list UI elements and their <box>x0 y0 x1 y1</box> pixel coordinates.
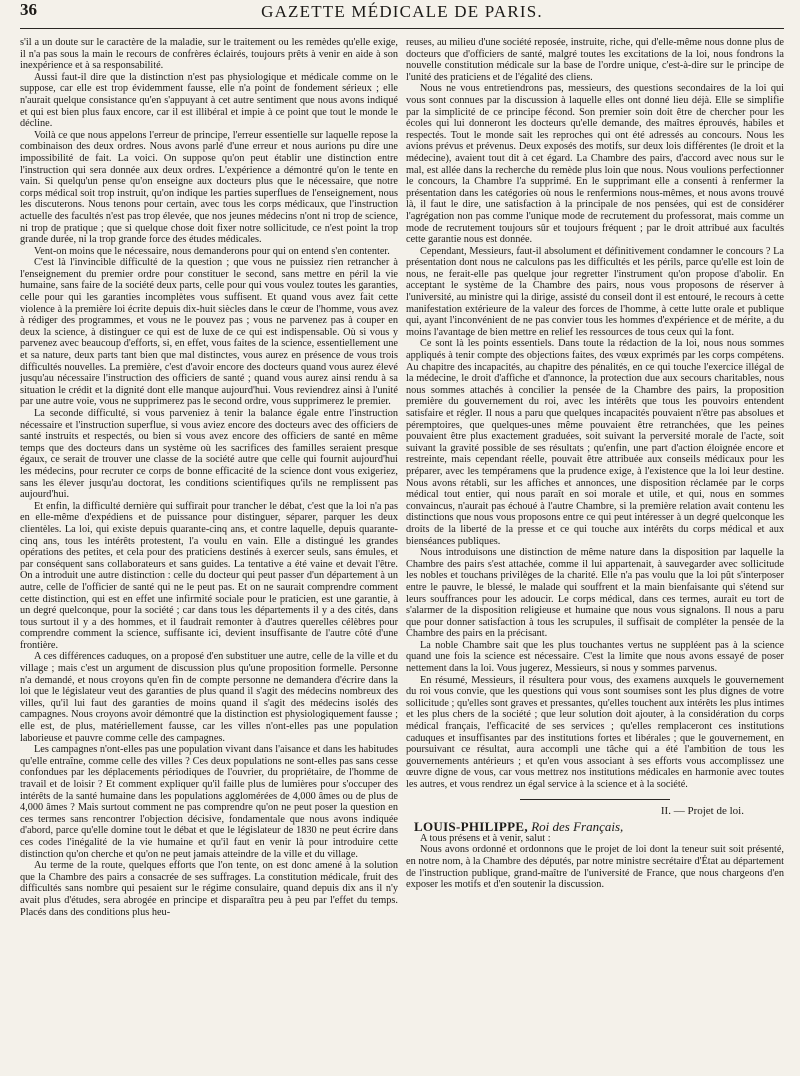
section-heading-text: II. — Projet de loi. <box>660 804 744 817</box>
paragraph: La noble Chambre sait que les plus touchantes vertus ne suppléent pas à la science quand une fois la science est nécessaire. C'est la limite que nous avons essayé de poser nettement dans la loi. Vous jugerez, Messieurs, si nous y sommes parvenus. <box>406 639 784 675</box>
paragraph: Voilà ce que nous appelons l'erreur de principe, l'erreur essentielle sur laquelle repose la combinaison des deux ordres. Nous avons parlé d'une erreur et nous aurions pu dire une impossibilité de fait. La voici. On suppose qu'on peut établir une distinction entre l'instruction qui sera donnée aux deux ordres. L'expérience a démontré qu'on le tente en vain. Si quelqu'un pense qu'on enseigne aux docteurs plus que le nécessaire, que notre corps médical soit trop instruit, qu'on indique les parties superflues de l'enseignement, nous les discuterons. Nous tenons pour certain, avec tous les corps médicaux, que l'instruction actuelle des facultés n'est pas trop élevée, que nos jeunes médecins n'ont ni trop de science, ni trop de pratique ; que si quelque chose doit fixer notre sollicitude, ce n'est point la trop grande durée, ni la trop grande force des études médicales. <box>20 129 398 246</box>
paragraph: s'il a un doute sur le caractère de la maladie, sur le traitement ou les remèdes qu'elle exige, il n'a pas sous la main le recours de confrères éclairés, toujours prêts à venir en aide à son inexpérience et à sa responsabilité. <box>20 37 398 72</box>
paragraph: Ce sont là les points essentiels. Dans toute la rédaction de la loi, nous nous sommes appliqués à tenir compte des objections faites, des vœux exprimés par les corps compétens. Au chapitre des incapacités, au chapitre des pénalités, en ce qui touche l'exercice illégal de la médecine, le droit d'affiche et d'annonce, la protection due aux secours charitables, nous nous sommes attachés à concilier la pensée de la Chambre des pairs, la proposition première du gouvernement du roi, avec les intérêts que tous les pouvoirs entendent satisfaire et régler. Il nous a paru que quelques incapacités pouvaient n'être pas absolues et péremptoires, que quelques-unes même pouvaient être retranchées, que les peines pouvaient être plus exactement graduées, soit suivant la perversité morale de l'acte, soit suivant la gravité possible de ses résultats ; qu'enfin, une part d'action éloignée encore et restreinte, mais cependant réelle, pouvait être attribuée aux conseils médicaux pour les préparer, avec les tempéramens que la prudence exige, à l'existence que la loi leur destine. Nous avons rétabli, sur les affiches et annonces, une disposition réclamée par le corps médical tout entier, qui nous paraît en soi morale et utile, et qui, nous en sommes convaincus, n'aurait pas échoué à l'autre Chambre, si la première relation avait contenu les distinctions que nous vous proposons entre ce qui peut intéresser à un degré quelconque les droits de la liberté de la presse et ce qui touche aux intérêts du corps médical et aux bienséances publiques. <box>406 338 784 547</box>
paragraph: A ces différences caduques, on a proposé d'en substituer une autre, celle de la ville et du village ; mais c'est un argument de discussion plus qu'une proposition formelle. Personne n'a demandé, et nous croyons qu'en fin de compte personne ne demandera d'écrire dans la loi que le législateur veut des garanties de plus quand il s'agit des médecins nombreux des villes, qu'il lui faut des garanties de moins quand il s'agit des médecins isolés des campagnes. Nous croyons avoir démontré que la distinction est physiologiquement fausse ; elle est, de plus, matériellement fausse, car les villes n'ont-elles pas une population laborieuse et pauvre comme celle des campagnes. <box>20 651 398 744</box>
right-column <box>406 37 784 1067</box>
salutation: A tous présens et à venir, salut : <box>420 832 551 844</box>
paragraph: C'est là l'invincible difficulté de la question ; que vous ne puissiez rien retrancher à l'enseignement du premier ordre pour constituer le second, sans mettre en péril la vie humaine, sans faire de la société deux parts, celle pour qui vous voulez toutes les garanties, celle pour qui les garanties incomplètes vous suffisent. Et quand vous avez fait cette violence à la première loi écrite depuis dix-huit siècles dans le cœur de l'homme, vous avez à rédiger des programmes, et vous ne le pouvez pas ; vous ne parvenez pas à couper en deux la science, à distinguer ce qui est de luxe de ce qui est indispensable. Où si vous y parvenez avec beaucoup d'efforts, si, en effet, vous faites de la science, essentiellement une et sa nature, deux parts tant bien que mal distinctes, vous aurez en présence de vous trois difficultés nouvelles. La première, c'est d'avoir encore des docteurs quand vous aurez élevé jusqu'au nécessaire l'instruction des officiers de santé ; quand vous aurez ainsi rendu à sa situation le crédit et la dignité dont elle manque aujourd'hui. Vous reviendrez ainsi à l'unité par une autre voie, vous ne supprimerez pas le second ordre, vous supprimerez le premier. <box>20 257 398 408</box>
paragraph: Nous avons ordonné et ordonnons que le projet de loi dont la teneur suit soit présenté, en notre nom, à la Chambre des députés, par notre ministre secrétaire d'État au département de l'instruction publique, grand-maître de l'université de France, que nous chargeons d'en exposer les motifs et d'en soutenir la discussion. <box>406 844 784 891</box>
paragraph: En résumé, Messieurs, il résultera pour vous, des examens auxquels le gouvernement du roi vous convie, que les questions qui vous sont soumises sont les plus dignes de votre sollicitude ; qu'elles sont graves et pressantes, qu'elles touchent aux intérêts les plus intimes et les plus chers de la société ; que leur solution doit ajouter, à la considération du corps médical français, l'efficacité de ses services ; qu'elles remplaceront ces institutions caduques et insuffisantes par des institutions fortes et libérales ; que le gouvernement, en poursuivant ce résultat, aura accompli une tâche qui a été l'ambition de tous les gouvernements antérieurs ; et qu'en vous associant à ses efforts vous accomplissez une œuvre digne de vous, car vous mettrez nos institutions médicales en harmonie avec toutes les autres, et vous rendrez un égal service à la science et à la société. <box>406 674 784 790</box>
journal-title: GAZETTE MÉDICALE DE PARIS. <box>261 2 543 21</box>
paragraph: Nous introduisons une distinction de même nature dans la disposition par laquelle la Chambre des pairs s'est attachée, comme il lui appartenait, à sauvegarder avec sollicitude les nobles et touchans privilèges de la charité. Elle n'a pas voulu que la loi pût s'interposer entre le pauvre, le blessé, le malade qui souffrent et la main bienfaisante qui s'étend sur leurs souffrances pour les adoucir. Le corps médical, dans ces termes, aurait eu tort de s'alarmer de la disposition religieuse et humaine que nous vous signalons. Il nous a paru que pour donner satisfaction à tous les scrupules, il suffisait de compléter la pensée de la Chambre des pairs en la précisant. <box>406 547 784 640</box>
text-columns <box>20 37 784 1067</box>
paragraph: Les campagnes n'ont-elles pas une population vivant dans l'aisance et dans les habitudes qu'elle entraîne, comme celle des villes ? Ces deux populations ne sont-elles pas sans cesse confondues par les déplacements périodiques de l'ouvrier, du propriétaire, de l'homme de travail et de loisir ? Et comment expliquer qu'il faille plus de lumières pour s'occuper des intérêts de la santé humaine dans les populations agglomérées de 4,000 âmes ou de plus de 4,000 âmes ? Mais surtout comment ne pas comprendre qu'on ne peut poser la question en ces termes sans rencontrer l'objection décisive, fondamentale que nous avons indiquée d'abord, parce qu'elle domine tout le débat et que le législateur de 1830 ne peut écrire dans ces codes l'inégalité de la vie humaine et qu'il faut en venir là pour introduire cette distinction qu'on cherche et qu'on ne peut jamais atteindre de la ville et du village. <box>20 744 398 860</box>
page-header <box>20 0 784 29</box>
paragraph: Aussi faut-il dire que la distinction n'est pas physiologique et médicale comme on le suppose, car elle est trop évidemment fausse, elle n'a point de fondement sérieux ; elle n'aurait quelque consistance qu'en s'appuyant à cet autre sentiment que nous avons indiqué et qui est bien plus faux encore, car il est illibéral et impie à ce point que tout le monde le décline. <box>20 71 398 130</box>
paragraph: Nous ne vous entretiendrons pas, messieurs, des questions secondaires de la loi qui vous sont connues par la discussion à laquelle elles ont donné lieu déjà. Elle se simplifie par la simplicité de ce principe fécond. Son premier soin doit être de chercher pour les écoles qui lui donneront les docteurs qu'elle demande, des maîtres éprouvés, habiles et respectés. Tout le monde sait les reproches qui ont été adressés au concours. Nous les avions prévus et prévenus. Deux exposés des motifs, sur deux lois différentes (le droit et la médecine), avaient tout dit à cet égard. La Chambre des pairs, d'accord avec nous sur le mal, est allée dans la recherche du remède plus loin que nous. Nous voulions perfectionner le concours, la Chambre l'a supprimé. En le supprimant elle a consenti à renfermer la présentation dans les catégories où nous le renfermions nous-mêmes, et nous avons trouvé là, il faut le dire, une satisfaction à la principale de nos pensées, qui est de considérer l'agrégation non pas comme l'unique mode de recrutement du professorat, mais comme un mode de recrutement toujours sûr et toujours fréquent ; par le droit attribué aux facultés cette garantie nous est donnée. <box>406 83 784 246</box>
paragraph: reuses, au milieu d'une société reposée, instruite, riche, qui d'elle-même nous donne plus de docteurs que d'officiers de santé, malgré toutes les excitations de la loi, nous fondrons la nouvelle constitution médicale sur la base de l'ordre unique, c'est-à-dire sur le principe de l'unité des praticiens et de l'égalité des cliens. <box>406 37 784 83</box>
section-heading <box>406 806 784 818</box>
page-number: 36 <box>20 0 37 19</box>
paragraph: Vent-on moins que le nécessaire, nous demanderons pour qui on entend s'en contenter. <box>34 245 390 257</box>
left-column <box>20 37 398 1067</box>
section-divider <box>520 799 670 800</box>
king-title: Roi des Français, <box>531 819 624 835</box>
paragraph: Cependant, Messieurs, faut-il absolument et définitivement condamner le concours ? La présentation dont nous ne calculons pas les difficultés et les périls, parce qu'elle est loin de nous, ne ferait-elle pas quelque jour regretter l'instrument qu'on propose d'abolir. En acceptant le système de la Chambre des pairs, nous vous proposons de réserver à l'université, au ministre qui la dirige, assisté du conseil dont il est entouré, le recours à cette manifestation extérieure de la valeur des forces de l'homme, à cette lutte orale et publique qui, ayant l'inconvénient de ne pas convier tous les hommes d'expérience et de mérite, a du moins l'avantage de bien mettre en relief les ressources de tous ceux qui la font. <box>406 245 784 338</box>
king-name: LOUIS-PHILIPPE, <box>414 819 528 835</box>
royal-title <box>406 821 784 833</box>
paragraph: Et enfin, la difficulté dernière qui suffirait pour trancher le débat, c'est que la loi n'a pas en elle-même d'expédiens et de puissance pour distinguer, séparer, parquer les deux clientèles. La loi, qui existe depuis quarante-cinq ans, et contre laquelle, depuis quarante-cinq ans, tous les intérêts protestent, l'a voulu en vain. Elle a distingué les grandes opérations des petites, et cela pour des praticiens destinés à exercer seuls, sans émules, et par conséquent sans collaborateurs et sans guides. La tentative a été vaine et devait l'être. On a introduit une autre distinction : celle du docteur qui peut passer d'un département à un autre, celle de l'officier de santé qui ne le peut pas. Et on ne saurait comprendre comment cette distinction, qui est en effet une infirmité sociale pour le praticien, est une garantie, à un degré quelconque, pour la société ; car dans tous les départements il y a des cités, dans tous surtout il y a des hommes, et il faudrait remonter à d'autres querelles célèbres pour comprendre comment la science, suffisante ici, devient insuffisante de l'autre côté d'une frontière. <box>20 500 398 651</box>
paragraph: Au terme de la route, quelques efforts que l'on tente, on est donc amené à la solution que la Chambre des pairs a consacrée de ses suffrages. La constitution médicale, fruit des difficultés sans nombre qui pesaient sur le régime consulaire, quand depuis dix ans il n'y avait plus d'études, sera abrogée en principe et disparaîtra peu à peu par l'effet du temps. Placés dans des conditions plus heu- <box>20 860 398 918</box>
paragraph: La seconde difficulté, si vous parveniez à tenir la balance égale entre l'instruction nécessaire et l'instruction superflue, si vous aviez encore des docteurs avec des officiers de santé instruits et respectés, ou bien si vous avez encore des officiers de santé en même temps que des docteurs dans un système où les sacrifices des familles seraient presque égaux, ce serait de trouver une classe de la société autre que celle qui fournit aujourd'hui les médecins, pour recruter ce corps de bonne efficacité de la science dont vous exigeriez, sans les élever jusqu'au doctorat, les conditions scientifiques qu'ils ne remplissent pas aujourd'hui. <box>20 408 398 501</box>
